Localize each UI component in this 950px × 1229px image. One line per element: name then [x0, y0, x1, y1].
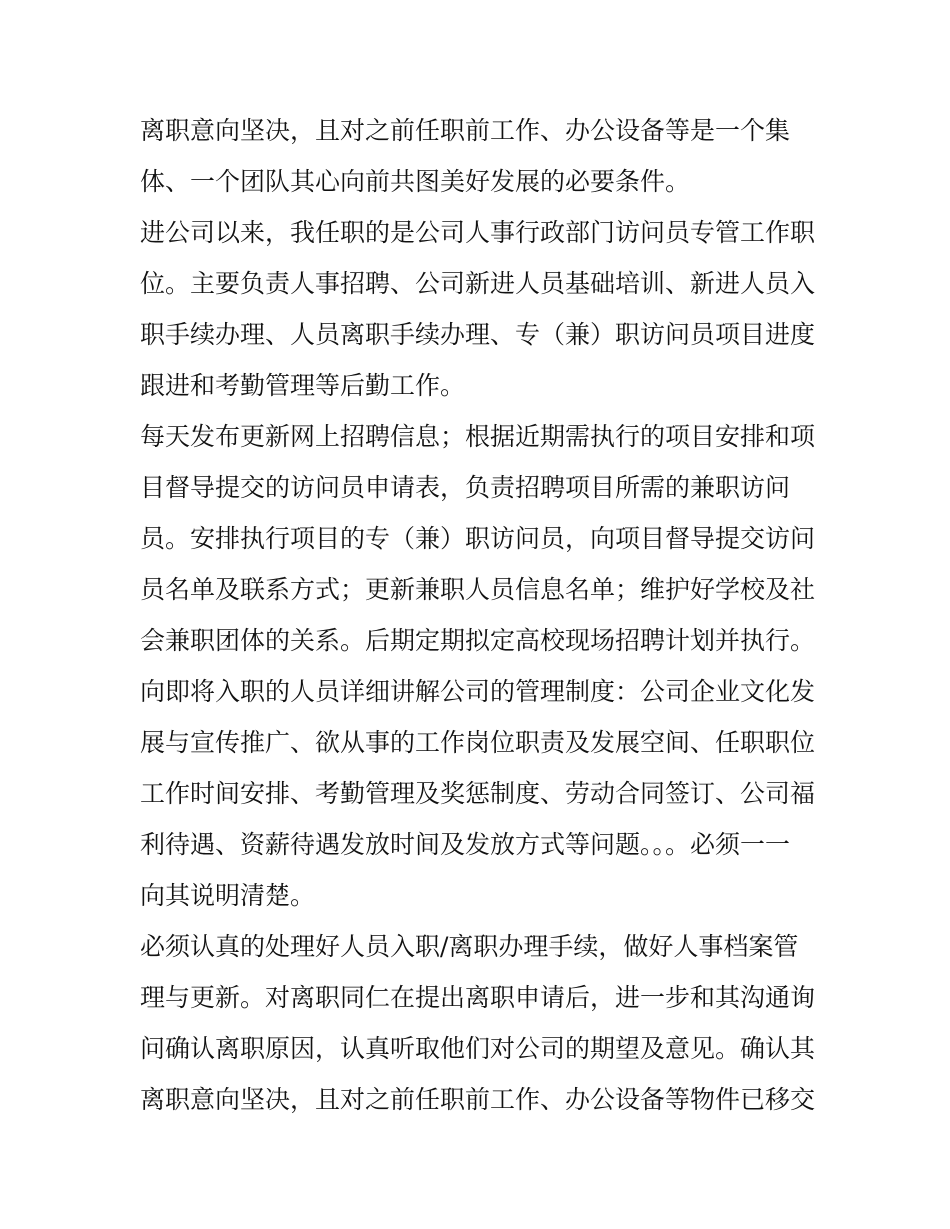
- text-line: 利待遇、资薪待遇发放时间及发放方式等问题。。。必须一一: [140, 830, 791, 859]
- text-line: 必须认真的处理好人员入职/离职办理手续，做好人事档案管: [140, 932, 799, 961]
- text-line: 进公司以来，我任职的是公司人事行政部门访问员专管工作职: [140, 218, 816, 247]
- text-line: 跟进和考勤管理等后勤工作。: [140, 371, 466, 400]
- text-line: 位。主要负责人事招聘、公司新进人员基础培训、新进人员入: [140, 269, 816, 298]
- text-line: 问确认离职原因，认真听取他们对公司的期望及意见。确认其: [140, 1034, 816, 1063]
- text-line: 离职意向坚决，且对之前任职前工作、办公设备等是一个集: [140, 116, 791, 145]
- text-line: 离职意向坚决，且对之前任职前工作、办公设备等物件已移交: [140, 1085, 816, 1114]
- body-text: [140, 105, 820, 1125]
- text-line: 每天发布更新网上招聘信息；根据近期需执行的项目安排和项: [140, 422, 816, 451]
- text-line: 工作时间安排、考勤管理及奖惩制度、劳动合同签订、公司福: [140, 779, 816, 808]
- text-line: 向即将入职的人员详细讲解公司的管理制度：公司企业文化发: [140, 677, 816, 706]
- text-line: 向其说明清楚。: [140, 881, 316, 910]
- text-line: 员名单及联系方式；更新兼职人员信息名单；维护好学校及社: [140, 575, 816, 604]
- text-line: 职手续办理、人员离职手续办理、专（兼）职访问员项目进度: [140, 320, 816, 349]
- text-line: 会兼职团体的关系。后期定期拟定高校现场招聘计划并执行。: [140, 626, 816, 655]
- text-line: 理与更新。对离职同仁在提出离职申请后，进一步和其沟通询: [140, 983, 816, 1012]
- text-line: 体、一个团队其心向前共图美好发展的必要条件。: [140, 167, 691, 196]
- text-line: 目督导提交的访问员申请表，负责招聘项目所需的兼职访问: [140, 473, 791, 502]
- text-line: 展与宣传推广、欲从事的工作岗位职责及发展空间、任职职位: [140, 728, 816, 757]
- text-line: 员。安排执行项目的专（兼）职访问员，向项目督导提交访问: [140, 524, 816, 553]
